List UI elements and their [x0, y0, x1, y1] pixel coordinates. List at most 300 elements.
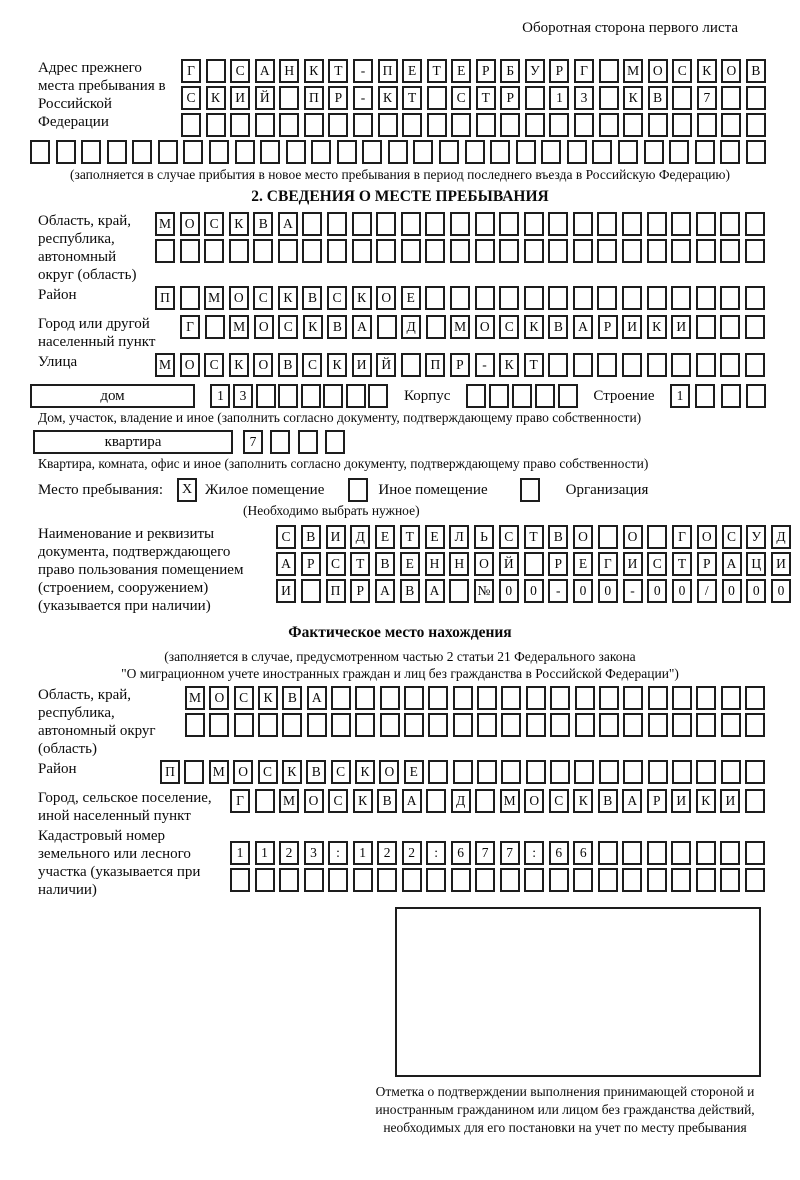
char-cell[interactable]: У — [746, 525, 766, 549]
char-cell[interactable] — [253, 239, 273, 263]
char-cell[interactable]: О — [376, 286, 396, 310]
char-cell[interactable]: О — [209, 686, 229, 710]
char-cell[interactable] — [648, 760, 668, 784]
char-cell[interactable] — [428, 686, 448, 710]
char-cell[interactable]: Р — [500, 86, 520, 110]
char-cell[interactable] — [573, 286, 593, 310]
char-cell[interactable] — [278, 239, 298, 263]
char-cell[interactable] — [328, 113, 348, 137]
char-cell[interactable] — [477, 686, 497, 710]
char-cell[interactable] — [599, 59, 619, 83]
char-cell[interactable]: С — [181, 86, 201, 110]
char-cell[interactable] — [355, 713, 375, 737]
char-cell[interactable]: К — [304, 59, 324, 83]
char-cell[interactable]: Р — [598, 315, 618, 339]
char-cell[interactable]: Т — [350, 552, 370, 576]
char-cell[interactable]: № — [474, 579, 494, 603]
char-cell[interactable] — [524, 239, 544, 263]
char-cell[interactable] — [721, 86, 741, 110]
char-cell[interactable] — [426, 789, 446, 813]
char-cell[interactable] — [301, 384, 321, 408]
char-cell[interactable] — [696, 841, 716, 865]
char-cell[interactable] — [500, 113, 520, 137]
char-cell[interactable]: И — [623, 552, 643, 576]
char-cell[interactable]: В — [375, 552, 395, 576]
char-cell[interactable] — [475, 868, 495, 892]
char-cell[interactable]: 0 — [647, 579, 667, 603]
char-cell[interactable]: 0 — [524, 579, 544, 603]
char-cell[interactable]: 2 — [279, 841, 299, 865]
char-cell[interactable] — [745, 686, 765, 710]
char-cell[interactable]: Е — [404, 760, 424, 784]
char-cell[interactable]: 2 — [377, 841, 397, 865]
char-cell[interactable] — [376, 212, 396, 236]
char-cell[interactable]: И — [671, 315, 691, 339]
char-cell[interactable]: 7 — [697, 86, 717, 110]
char-cell[interactable]: М — [229, 315, 249, 339]
char-cell[interactable] — [206, 59, 226, 83]
char-cell[interactable] — [720, 286, 740, 310]
char-cell[interactable] — [256, 384, 276, 408]
char-cell[interactable] — [623, 113, 643, 137]
char-cell[interactable]: М — [185, 686, 205, 710]
char-cell[interactable]: И — [352, 353, 372, 377]
char-cell[interactable] — [597, 212, 617, 236]
char-cell[interactable]: 0 — [672, 579, 692, 603]
char-cell[interactable] — [623, 760, 643, 784]
char-cell[interactable] — [720, 239, 740, 263]
char-cell[interactable] — [279, 868, 299, 892]
char-cell[interactable]: С — [499, 525, 519, 549]
char-cell[interactable] — [647, 212, 667, 236]
char-cell[interactable]: Ц — [746, 552, 766, 576]
char-cell[interactable] — [598, 525, 618, 549]
char-cell[interactable] — [541, 140, 561, 164]
char-cell[interactable]: Т — [476, 86, 496, 110]
char-cell[interactable] — [720, 353, 740, 377]
char-cell[interactable] — [745, 868, 765, 892]
char-cell[interactable]: Г — [574, 59, 594, 83]
char-cell[interactable] — [425, 239, 445, 263]
char-cell[interactable] — [575, 686, 595, 710]
char-cell[interactable]: - — [548, 579, 568, 603]
char-cell[interactable] — [402, 868, 422, 892]
char-cell[interactable]: 1 — [230, 841, 250, 865]
char-cell[interactable]: А — [375, 579, 395, 603]
char-cell[interactable] — [721, 384, 741, 408]
char-cell[interactable] — [327, 212, 347, 236]
char-cell[interactable] — [180, 286, 200, 310]
char-cell[interactable]: И — [720, 789, 740, 813]
char-cell[interactable] — [209, 713, 229, 737]
char-cell[interactable]: А — [573, 315, 593, 339]
char-cell[interactable]: А — [722, 552, 742, 576]
char-cell[interactable] — [301, 579, 321, 603]
char-cell[interactable] — [622, 868, 642, 892]
char-cell[interactable] — [720, 315, 740, 339]
char-cell[interactable]: А — [425, 579, 445, 603]
char-cell[interactable]: Е — [402, 59, 422, 83]
char-cell[interactable] — [235, 140, 255, 164]
char-cell[interactable] — [475, 239, 495, 263]
char-cell[interactable] — [669, 140, 689, 164]
char-cell[interactable] — [526, 760, 546, 784]
char-cell[interactable]: И — [622, 315, 642, 339]
char-cell[interactable] — [181, 113, 201, 137]
char-cell[interactable]: 6 — [451, 841, 471, 865]
char-cell[interactable] — [328, 868, 348, 892]
char-cell[interactable]: - — [353, 59, 373, 83]
char-cell[interactable] — [696, 353, 716, 377]
char-cell[interactable]: С — [302, 353, 322, 377]
char-cell[interactable]: Т — [524, 353, 544, 377]
char-cell[interactable] — [209, 140, 229, 164]
char-cell[interactable] — [132, 140, 152, 164]
char-cell[interactable] — [672, 113, 692, 137]
char-cell[interactable] — [597, 239, 617, 263]
char-cell[interactable] — [622, 212, 642, 236]
char-cell[interactable]: О — [721, 59, 741, 83]
char-cell[interactable]: 7 — [500, 841, 520, 865]
char-cell[interactable] — [696, 713, 716, 737]
char-cell[interactable]: - — [353, 86, 373, 110]
char-cell[interactable] — [401, 239, 421, 263]
char-cell[interactable]: К — [355, 760, 375, 784]
char-cell[interactable] — [279, 113, 299, 137]
char-cell[interactable] — [205, 315, 225, 339]
char-cell[interactable] — [598, 841, 618, 865]
char-cell[interactable] — [477, 713, 497, 737]
char-cell[interactable] — [526, 713, 546, 737]
char-cell[interactable]: М — [155, 353, 175, 377]
char-cell[interactable] — [255, 789, 275, 813]
char-cell[interactable] — [575, 713, 595, 737]
char-cell[interactable] — [258, 713, 278, 737]
char-cell[interactable] — [525, 86, 545, 110]
char-cell[interactable]: О — [697, 525, 717, 549]
char-cell[interactable] — [278, 384, 298, 408]
char-cell[interactable]: Е — [401, 286, 421, 310]
char-cell[interactable] — [453, 760, 473, 784]
char-cell[interactable]: Е — [375, 525, 395, 549]
char-cell[interactable] — [696, 315, 716, 339]
char-cell[interactable] — [327, 239, 347, 263]
char-cell[interactable] — [302, 239, 322, 263]
char-cell[interactable]: И — [326, 525, 346, 549]
char-cell[interactable]: Р — [350, 579, 370, 603]
char-cell[interactable] — [298, 430, 318, 454]
char-cell[interactable]: Д — [350, 525, 370, 549]
char-cell[interactable] — [229, 239, 249, 263]
char-cell[interactable] — [671, 212, 691, 236]
char-cell[interactable] — [622, 353, 642, 377]
char-cell[interactable]: С — [722, 525, 742, 549]
char-cell[interactable] — [346, 384, 366, 408]
char-cell[interactable]: Й — [255, 86, 275, 110]
char-cell[interactable]: В — [306, 760, 326, 784]
char-cell[interactable] — [573, 868, 593, 892]
char-cell[interactable]: Т — [427, 59, 447, 83]
char-cell[interactable]: : — [524, 841, 544, 865]
char-cell[interactable]: О — [524, 789, 544, 813]
char-cell[interactable] — [353, 868, 373, 892]
char-cell[interactable]: С — [327, 286, 347, 310]
char-cell[interactable] — [648, 713, 668, 737]
char-cell[interactable] — [279, 86, 299, 110]
char-cell[interactable]: И — [230, 86, 250, 110]
char-cell[interactable]: Г — [181, 59, 201, 83]
char-cell[interactable] — [647, 286, 667, 310]
char-cell[interactable]: Т — [402, 86, 422, 110]
char-cell[interactable]: С — [331, 760, 351, 784]
char-cell[interactable]: И — [276, 579, 296, 603]
char-cell[interactable] — [337, 140, 357, 164]
char-cell[interactable] — [206, 113, 226, 137]
char-cell[interactable]: О — [229, 286, 249, 310]
char-cell[interactable] — [425, 286, 445, 310]
char-cell[interactable]: И — [771, 552, 791, 576]
char-cell[interactable]: 1 — [255, 841, 275, 865]
char-cell[interactable] — [524, 212, 544, 236]
char-cell[interactable] — [107, 140, 127, 164]
char-cell[interactable] — [499, 286, 519, 310]
char-cell[interactable] — [282, 713, 302, 737]
char-cell[interactable] — [671, 841, 691, 865]
char-cell[interactable]: В — [746, 59, 766, 83]
char-cell[interactable] — [648, 686, 668, 710]
char-cell[interactable] — [255, 113, 275, 137]
char-cell[interactable] — [720, 841, 740, 865]
char-cell[interactable]: М — [279, 789, 299, 813]
char-cell[interactable] — [567, 140, 587, 164]
char-cell[interactable]: В — [598, 789, 618, 813]
char-cell[interactable] — [597, 286, 617, 310]
char-cell[interactable]: Й — [499, 552, 519, 576]
char-cell[interactable] — [465, 140, 485, 164]
char-cell[interactable]: С — [258, 760, 278, 784]
char-cell[interactable] — [672, 760, 692, 784]
char-cell[interactable]: М — [155, 212, 175, 236]
char-cell[interactable]: : — [328, 841, 348, 865]
char-cell[interactable]: Г — [180, 315, 200, 339]
char-cell[interactable]: И — [671, 789, 691, 813]
char-cell[interactable] — [183, 140, 203, 164]
char-cell[interactable]: С — [647, 552, 667, 576]
char-cell[interactable] — [401, 212, 421, 236]
char-cell[interactable]: 0 — [771, 579, 791, 603]
char-cell[interactable]: К — [352, 286, 372, 310]
char-cell[interactable] — [450, 286, 470, 310]
char-cell[interactable] — [425, 212, 445, 236]
char-cell[interactable] — [307, 713, 327, 737]
char-cell[interactable]: Н — [279, 59, 299, 83]
char-cell[interactable] — [599, 86, 619, 110]
char-cell[interactable]: О — [254, 315, 274, 339]
char-cell[interactable] — [449, 579, 469, 603]
char-cell[interactable] — [671, 353, 691, 377]
char-cell[interactable] — [622, 286, 642, 310]
char-cell[interactable] — [500, 868, 520, 892]
char-cell[interactable] — [623, 713, 643, 737]
char-cell[interactable] — [618, 140, 638, 164]
char-cell[interactable]: 2 — [402, 841, 422, 865]
char-cell[interactable]: А — [276, 552, 296, 576]
char-cell[interactable]: С — [549, 789, 569, 813]
char-cell[interactable]: К — [353, 789, 373, 813]
char-cell[interactable]: Ь — [474, 525, 494, 549]
char-cell[interactable]: / — [697, 579, 717, 603]
char-cell[interactable]: В — [548, 315, 568, 339]
char-cell[interactable]: Р — [328, 86, 348, 110]
char-cell[interactable]: К — [647, 315, 667, 339]
char-cell[interactable]: М — [500, 789, 520, 813]
char-cell[interactable] — [453, 686, 473, 710]
char-cell[interactable]: П — [160, 760, 180, 784]
char-cell[interactable] — [450, 239, 470, 263]
char-cell[interactable] — [402, 113, 422, 137]
char-cell[interactable] — [746, 113, 766, 137]
char-cell[interactable] — [311, 140, 331, 164]
char-cell[interactable] — [574, 760, 594, 784]
char-cell[interactable] — [548, 286, 568, 310]
char-cell[interactable]: 0 — [499, 579, 519, 603]
char-cell[interactable]: К — [499, 353, 519, 377]
char-cell[interactable]: 1 — [210, 384, 230, 408]
char-cell[interactable]: О — [474, 552, 494, 576]
char-cell[interactable] — [745, 315, 765, 339]
char-cell[interactable]: В — [548, 525, 568, 549]
char-cell[interactable]: О — [304, 789, 324, 813]
char-cell[interactable] — [413, 140, 433, 164]
char-cell[interactable]: Е — [425, 525, 445, 549]
char-cell[interactable] — [721, 713, 741, 737]
char-cell[interactable] — [388, 140, 408, 164]
char-cell[interactable] — [548, 239, 568, 263]
char-cell[interactable] — [622, 841, 642, 865]
char-cell[interactable] — [696, 239, 716, 263]
char-cell[interactable] — [352, 239, 372, 263]
char-cell[interactable]: Р — [697, 552, 717, 576]
char-cell[interactable]: 7 — [475, 841, 495, 865]
char-cell[interactable] — [696, 212, 716, 236]
char-cell[interactable] — [501, 686, 521, 710]
char-cell[interactable] — [598, 868, 618, 892]
char-cell[interactable] — [352, 212, 372, 236]
char-cell[interactable] — [450, 212, 470, 236]
char-cell[interactable]: 0 — [746, 579, 766, 603]
char-cell[interactable]: - — [475, 353, 495, 377]
char-cell[interactable] — [745, 760, 765, 784]
char-cell[interactable] — [745, 713, 765, 737]
char-cell[interactable]: В — [302, 286, 322, 310]
char-cell[interactable] — [255, 868, 275, 892]
char-cell[interactable] — [331, 686, 351, 710]
char-cell[interactable] — [745, 212, 765, 236]
char-cell[interactable] — [647, 525, 667, 549]
char-cell[interactable] — [720, 140, 740, 164]
char-cell[interactable] — [286, 140, 306, 164]
char-cell[interactable] — [477, 760, 497, 784]
char-cell[interactable] — [325, 430, 345, 454]
char-cell[interactable]: М — [623, 59, 643, 83]
char-cell[interactable]: Д — [451, 789, 471, 813]
char-cell[interactable]: К — [258, 686, 278, 710]
char-cell[interactable] — [622, 239, 642, 263]
char-cell[interactable]: Г — [598, 552, 618, 576]
char-cell[interactable]: С — [230, 59, 250, 83]
char-cell[interactable] — [368, 384, 388, 408]
char-cell[interactable] — [304, 868, 324, 892]
char-cell[interactable] — [558, 384, 578, 408]
char-cell[interactable]: С — [328, 789, 348, 813]
char-cell[interactable]: А — [402, 789, 422, 813]
char-cell[interactable] — [671, 286, 691, 310]
char-cell[interactable] — [550, 686, 570, 710]
char-cell[interactable]: Д — [401, 315, 421, 339]
char-cell[interactable] — [230, 868, 250, 892]
char-cell[interactable]: В — [377, 789, 397, 813]
char-cell[interactable]: К — [623, 86, 643, 110]
stay-option-other-checkbox[interactable] — [348, 478, 368, 502]
char-cell[interactable] — [56, 140, 76, 164]
char-cell[interactable] — [549, 868, 569, 892]
char-cell[interactable] — [475, 286, 495, 310]
char-cell[interactable]: С — [204, 212, 224, 236]
char-cell[interactable]: О — [623, 525, 643, 549]
char-cell[interactable] — [362, 140, 382, 164]
char-cell[interactable] — [549, 113, 569, 137]
char-cell[interactable] — [158, 140, 178, 164]
char-cell[interactable] — [550, 713, 570, 737]
char-cell[interactable]: Д — [771, 525, 791, 549]
char-cell[interactable]: В — [648, 86, 668, 110]
char-cell[interactable] — [475, 212, 495, 236]
char-cell[interactable]: В — [278, 353, 298, 377]
char-cell[interactable]: 6 — [549, 841, 569, 865]
char-cell[interactable]: П — [304, 86, 324, 110]
char-cell[interactable]: 0 — [573, 579, 593, 603]
char-cell[interactable] — [696, 686, 716, 710]
char-cell[interactable]: К — [282, 760, 302, 784]
char-cell[interactable] — [466, 384, 486, 408]
char-cell[interactable]: Т — [328, 59, 348, 83]
char-cell[interactable] — [647, 841, 667, 865]
char-cell[interactable]: Е — [400, 552, 420, 576]
char-cell[interactable] — [746, 384, 766, 408]
char-cell[interactable]: 0 — [722, 579, 742, 603]
char-cell[interactable] — [428, 713, 448, 737]
char-cell[interactable] — [592, 140, 612, 164]
char-cell[interactable]: М — [450, 315, 470, 339]
char-cell[interactable] — [512, 384, 532, 408]
char-cell[interactable] — [404, 713, 424, 737]
char-cell[interactable] — [302, 212, 322, 236]
char-cell[interactable]: Т — [400, 525, 420, 549]
char-cell[interactable] — [526, 686, 546, 710]
char-cell[interactable] — [721, 686, 741, 710]
char-cell[interactable] — [427, 86, 447, 110]
char-cell[interactable]: А — [307, 686, 327, 710]
char-cell[interactable]: 3 — [304, 841, 324, 865]
char-cell[interactable] — [696, 760, 716, 784]
char-cell[interactable]: Р — [548, 552, 568, 576]
char-cell[interactable] — [378, 113, 398, 137]
char-cell[interactable] — [499, 239, 519, 263]
char-cell[interactable] — [573, 239, 593, 263]
char-cell[interactable]: О — [648, 59, 668, 83]
char-cell[interactable]: Р — [476, 59, 496, 83]
char-cell[interactable] — [380, 713, 400, 737]
